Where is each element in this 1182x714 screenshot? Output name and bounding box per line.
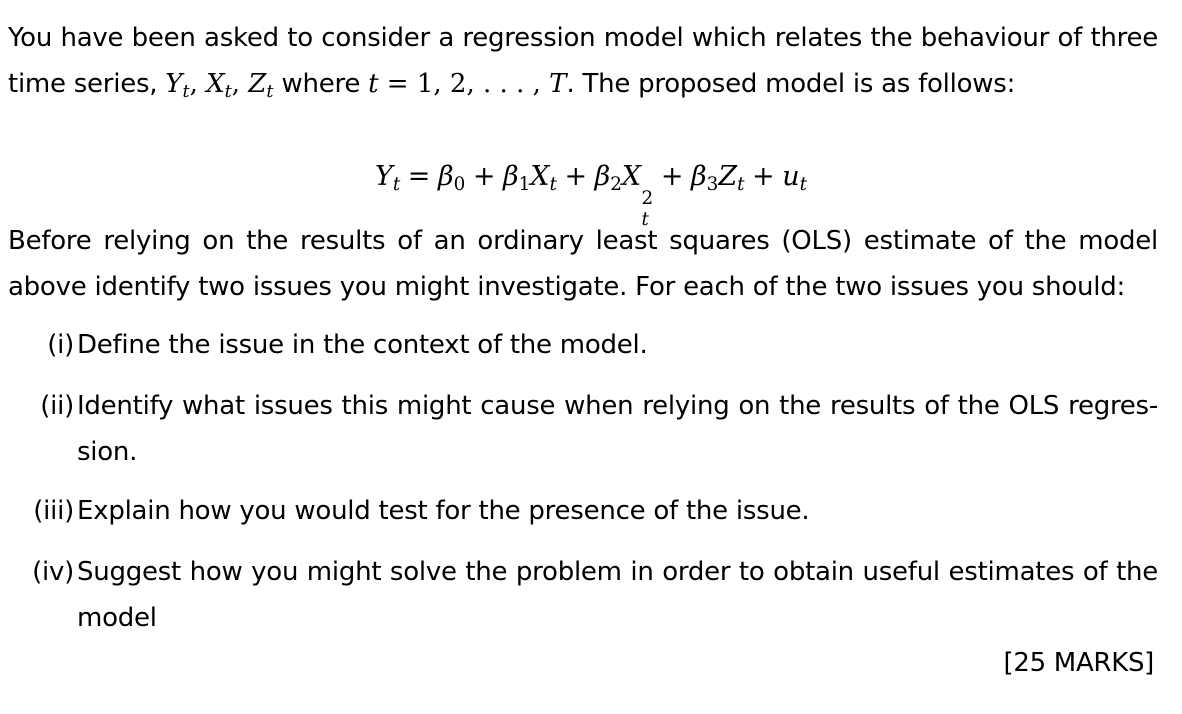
T-variable: T [549,69,567,99]
marks-label: [25 MARKS] [1003,648,1154,678]
eq-plus: + [472,161,496,192]
list-item-text: Define the issue in the context of the model. [77,330,648,360]
t-range: = 1, 2, . . . , [378,69,550,99]
intro-paragraph: You have been asked to consider a regression model which relates the behaviour of three time series, $Y_t$, $X_t$, $Z_t$ where t = 1, 2, . . . , T. The proposed model is as follows: [8,23,1158,102]
eq-plus: + [752,161,775,192]
eq-plus: + [660,161,684,192]
eq-beta3-z: $\beta_3Z_t$ [691,161,745,196]
eq-beta1-x: $\beta_1X_t$ [502,161,557,196]
series-y: $Y_t$ [165,69,190,102]
intro-text-a: You have been asked to consider a regression model which relates the behaviour of three time series, [8,23,1158,99]
eq-beta0: $\beta_0$ [437,161,466,196]
series-z: $Z_t$ [248,69,274,102]
list-item-text: Suggest how you might solve the problem in order to obtain useful estimates of the model [77,557,1158,633]
instructions-paragraph: Before relying on the results of an ordinary least squares (OLS) estimate of the model above identify two issues you might investigate. For each of the two issues you should: [8,226,1158,302]
eq-equals: = [407,161,431,192]
t-variable: t [368,69,379,99]
intro-text-b: where [273,69,369,99]
eq-error-term: $u_t$ [782,161,807,196]
eq-beta2-x2: $\beta_2X$ 2 t [594,161,654,230]
list-marker: (iv) [32,557,74,587]
series-x: $X_t$ [206,69,232,102]
eq-plus: + [564,161,588,192]
list-marker: (ii) [40,391,74,421]
list-marker: (i) [47,330,74,360]
list-item-text: Identify what issues this might cause when relying on the results of the OLS regres- sion. [77,391,1158,467]
eq-lhs: $Y_t$ [375,161,401,196]
regression-equation [0,152,1182,230]
intro-text-c: . The proposed model is as follows: [566,69,1016,99]
list-marker: (iii) [33,496,74,526]
list-item-text: Explain how you would test for the presence of the issue. [77,496,810,526]
